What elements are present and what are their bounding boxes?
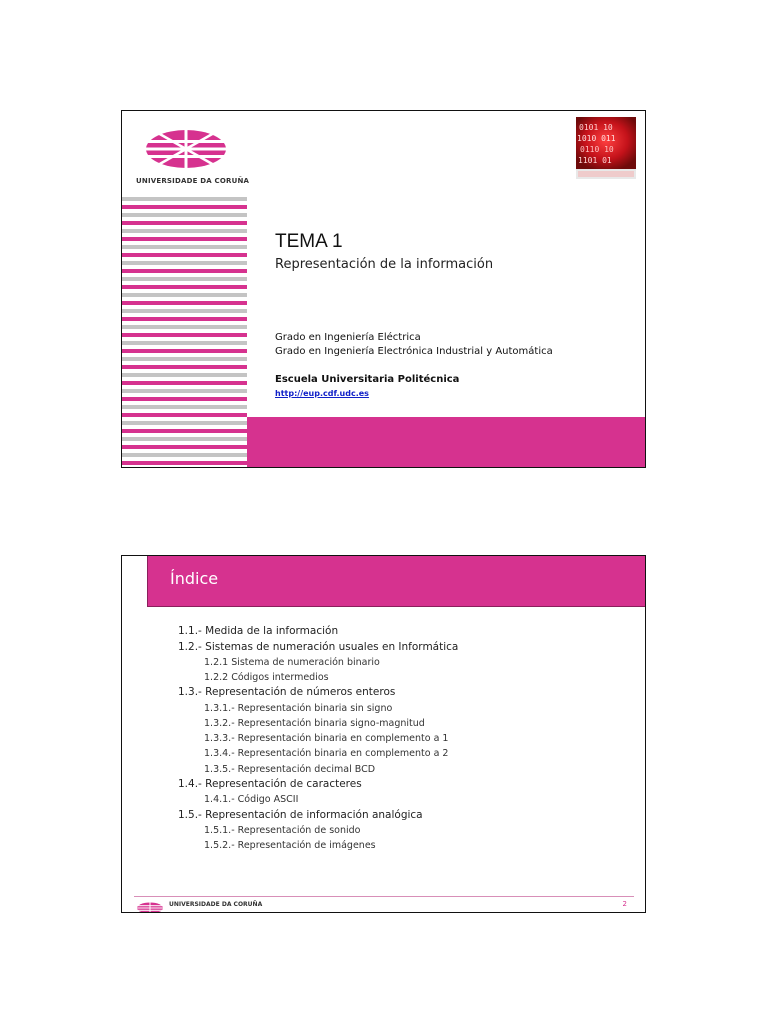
stripe — [122, 197, 247, 201]
footer-logo-text: UNIVERSIDADE DA CORUÑA — [169, 901, 263, 908]
school-name: Escuela Universitaria Politécnica — [275, 374, 460, 385]
udc-logo-icon — [136, 902, 164, 913]
stripe — [122, 309, 247, 313]
index-slide — [121, 555, 646, 913]
toc-section: 1.3.- Representación de números enteros — [178, 686, 396, 699]
degree-line-1: Grado en Ingeniería Eléctrica — [275, 332, 421, 343]
stripe — [122, 365, 247, 369]
stripe — [122, 253, 247, 257]
toc-section: 1.2.- Sistemas de numeración usuales en Informática — [178, 640, 459, 653]
footer-divider — [134, 896, 634, 897]
stripe — [122, 237, 247, 241]
toc-subsection: 1.3.5.- Representación decimal BCD — [204, 763, 376, 775]
stripe — [122, 349, 247, 353]
toc-subsection: 1.2.2 Códigos intermedios — [204, 672, 329, 684]
toc-subsection: 1.5.2.- Representación de imágenes — [204, 840, 376, 852]
stripe — [122, 317, 247, 321]
toc-section: 1.1.- Medida de la información — [178, 625, 339, 637]
svg-text:0101 10: 0101 10 — [579, 123, 613, 132]
stripe — [122, 389, 247, 393]
toc-subsection: 1.4.1.- Código ASCII — [204, 794, 299, 806]
toc-subsection: 1.2.1 Sistema de numeración binario — [204, 657, 380, 668]
slide-title: TEMA 1 — [275, 231, 343, 252]
university-logo — [136, 127, 250, 185]
stripe — [122, 357, 247, 361]
decorative-stripes — [122, 197, 247, 468]
stripe — [122, 301, 247, 305]
stripe — [122, 285, 247, 289]
footer-logo — [136, 899, 266, 911]
stripe — [122, 373, 247, 377]
stripe — [122, 205, 247, 209]
stripe — [122, 229, 247, 233]
toc-subsection: 1.5.1.- Representación de sonido — [204, 825, 361, 836]
svg-text:1101 01: 1101 01 — [578, 156, 612, 165]
stripe — [122, 293, 247, 297]
stripe — [122, 397, 247, 401]
stripe — [122, 341, 247, 345]
stripe — [122, 261, 247, 265]
stripe — [122, 325, 247, 329]
toc-subsection: 1.3.1.- Representación binaria sin signo — [204, 702, 393, 714]
stripe — [122, 453, 247, 457]
stripe — [122, 333, 247, 337]
index-title: Índice — [170, 569, 219, 588]
svg-text:0110 10: 0110 10 — [580, 145, 614, 154]
title-slide — [121, 110, 646, 468]
toc-section: 1.5.- Representación de información analógica — [178, 808, 423, 821]
udc-logo-icon — [136, 127, 236, 171]
stripe — [122, 413, 247, 417]
table-of-contents — [178, 624, 458, 853]
toc-section: 1.4.- Representación de caracteres — [178, 777, 362, 790]
slide-subtitle: Representación de la información — [275, 257, 494, 272]
toc-subsection: 1.3.2.- Representación binaria signo-magnitud — [204, 718, 425, 730]
degree-line-2: Grado en Ingeniería Electrónica Industrial y Automática — [275, 346, 553, 357]
stripe — [122, 221, 247, 225]
page-number: 2 — [622, 900, 627, 908]
stripe — [122, 245, 247, 249]
stripe — [122, 429, 247, 433]
stripe — [122, 269, 247, 273]
school-url-link[interactable]: http://eup.cdf.udc.es — [275, 389, 369, 398]
stripe — [122, 421, 247, 425]
stripe — [122, 461, 247, 465]
stripe — [122, 437, 247, 441]
stripe — [122, 213, 247, 217]
svg-text:1010 011: 1010 011 — [577, 134, 616, 143]
index-header — [147, 556, 646, 607]
toc-subsection: 1.3.4.- Representación binaria en complemento a 2 — [204, 748, 449, 760]
toc-subsection: 1.3.3.- Representación binaria en complemento a 1 — [204, 733, 449, 745]
stripe — [122, 445, 247, 449]
stripe — [122, 405, 247, 409]
logo-text: UNIVERSIDADE DA CORUÑA — [136, 177, 250, 185]
stripe — [122, 381, 247, 385]
binary-code-thumbnail — [576, 117, 636, 179]
stripe — [122, 277, 247, 281]
accent-block — [247, 417, 646, 468]
